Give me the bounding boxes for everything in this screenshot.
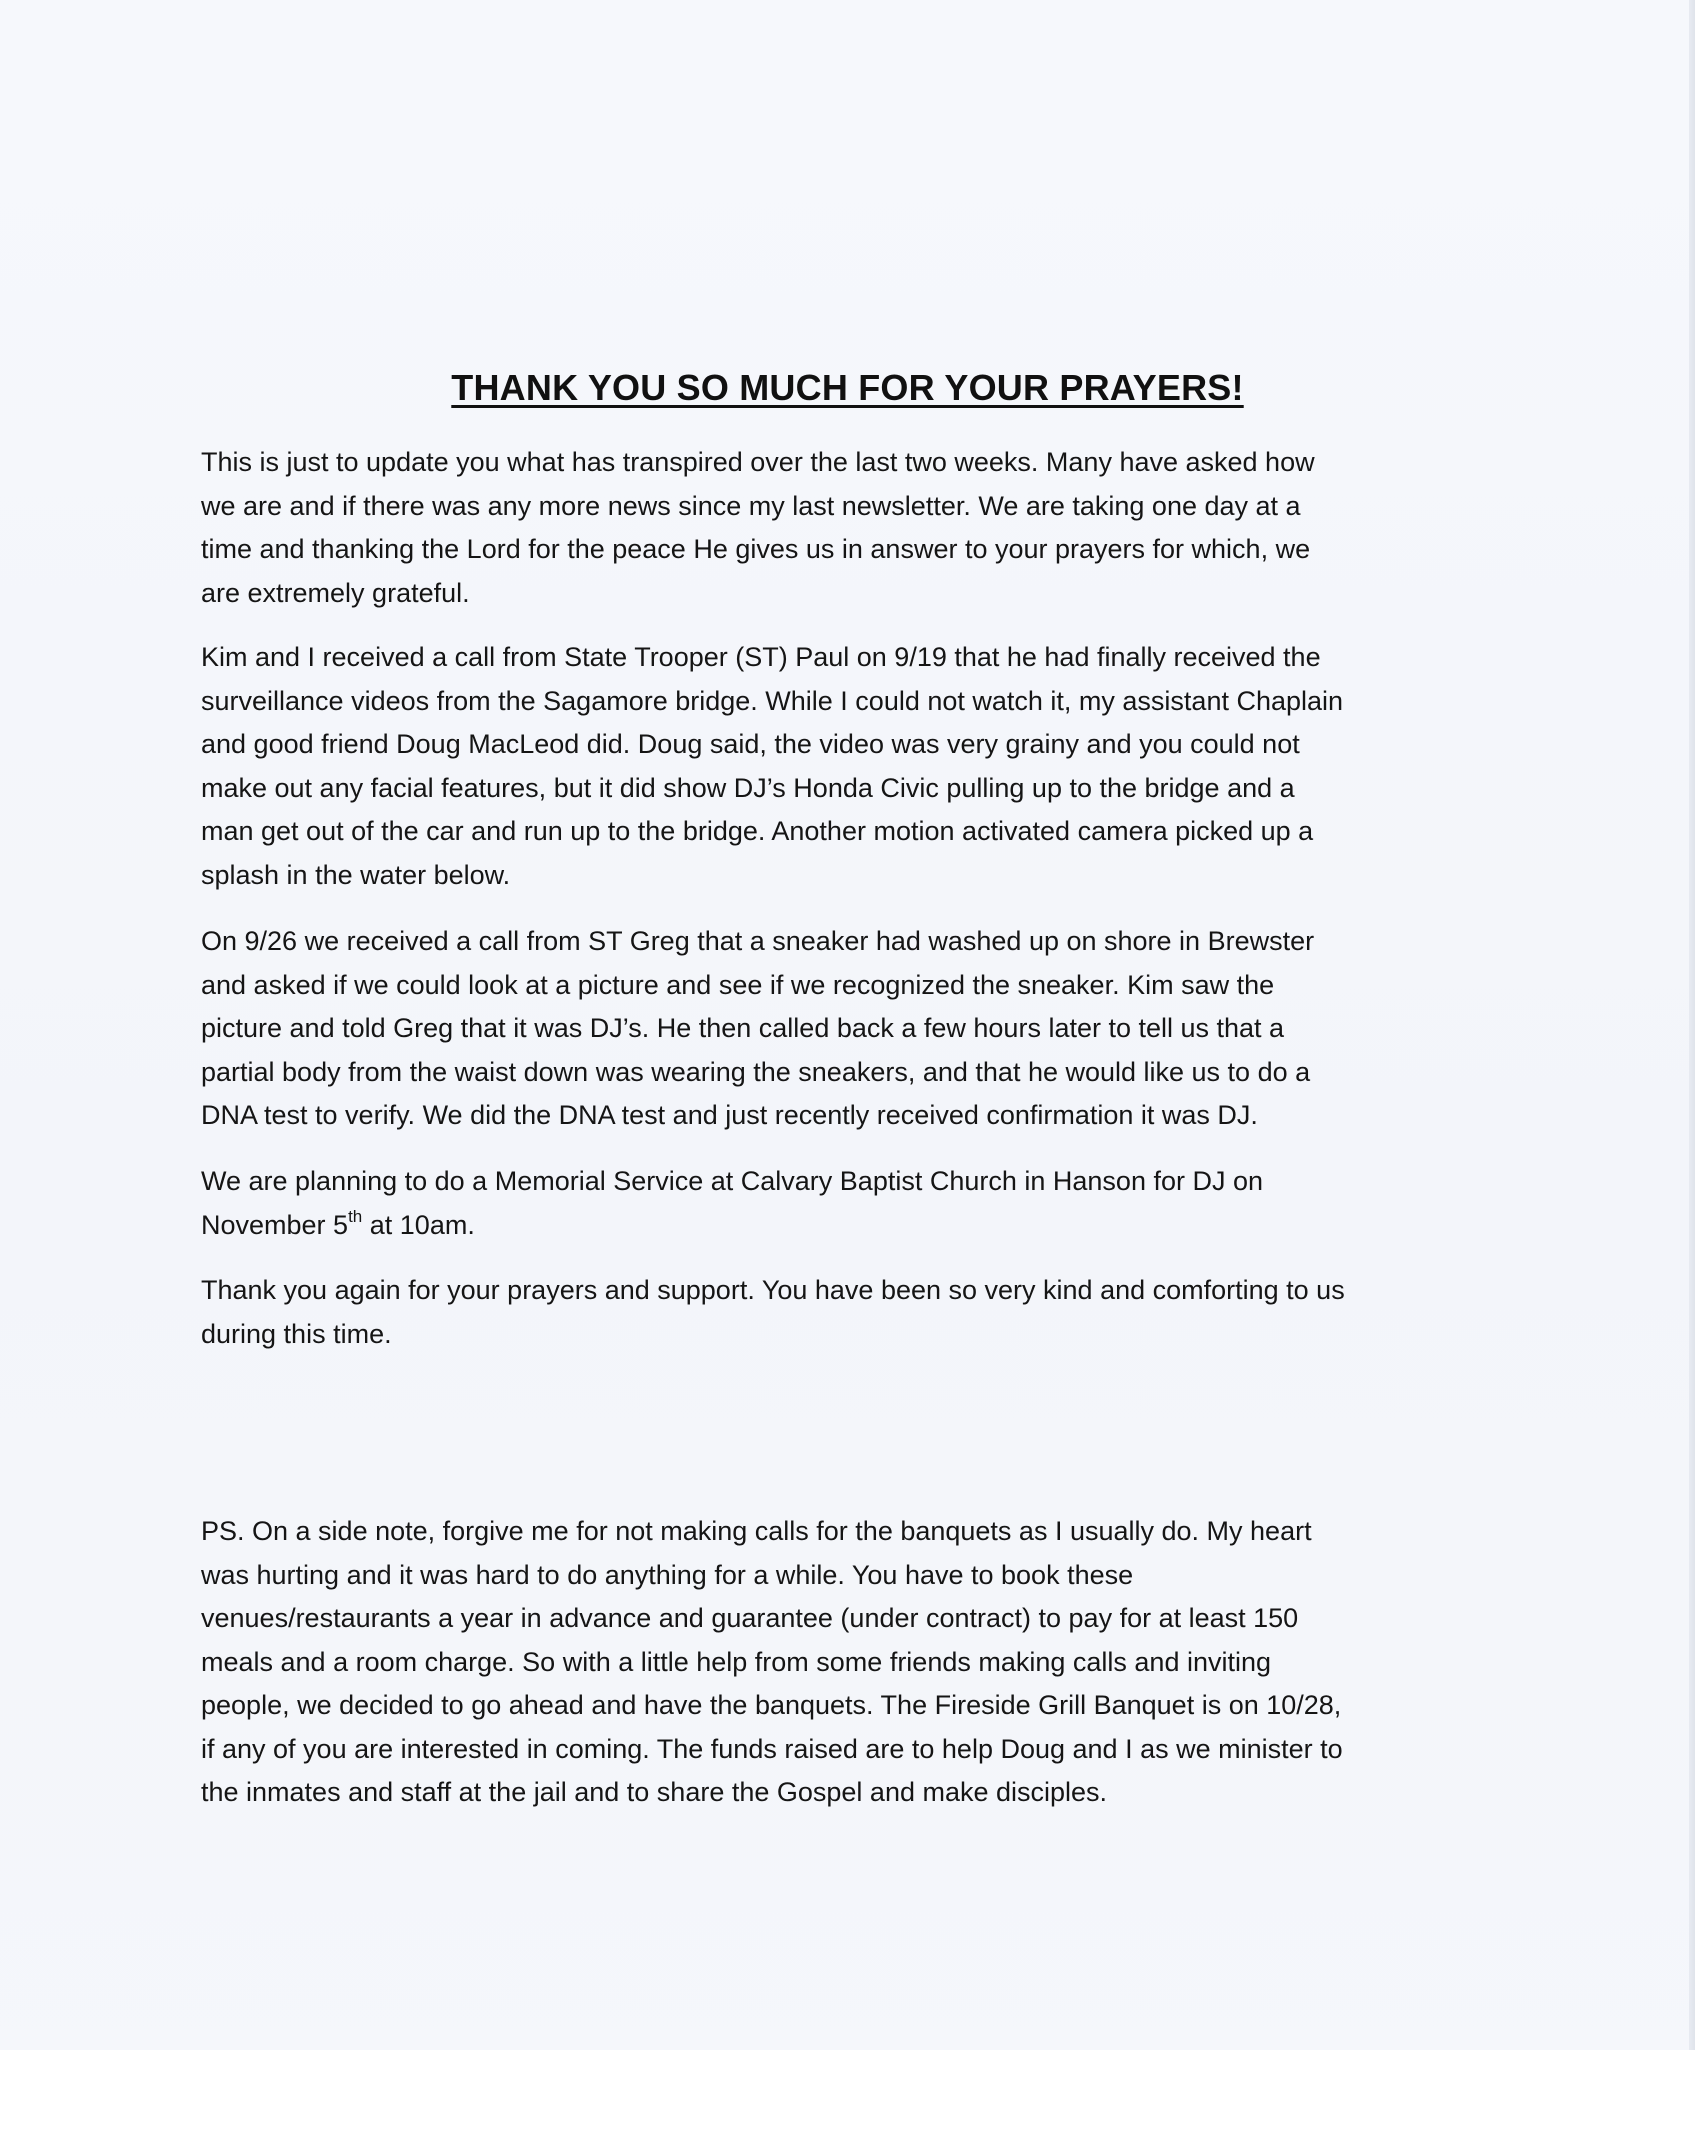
scan-edge-shadow [1689,0,1695,2151]
sneaker-paragraph: On 9/26 we received a call from ST Greg that a sneaker had washed up on shore in Brewster and asked if we could look at a picture and see if we recognized the sneaker. Kim saw the picture and told Greg that it was DJ’s. He then called back a few hours later to tell us that a partial body from the waist down was wearing the sneakers, and that he would like us to do a DNA test to verify. We did the DNA test and just recently received confirmation it was DJ. [201,926,1315,1130]
memorial-time: at 10am. [362,1209,475,1240]
memorial-paragraph [201,1160,1501,1247]
surveillance-paragraph: Kim and I received a call from State Trooper (ST) Paul on 9/19 that he had finally received the surveillance videos from the Sagamore bridge. While I could not watch it, my assistant Chaplain and good friend Doug MacLeod did. Doug said, the video was very grainy and you could not make out any facial features, but it did show DJ’s Honda Civic pulling up to the bridge and a man get out of the car and run up to the bridge. Another motion activated camera picked up a splash in the water below. [201,642,1344,890]
update-paragraph: This is just to update you what has transpired over the last two weeks. Many have asked how we are and if there was any more news since my last newsletter. We are taking one day at a time and thanking the Lord for the peace He gives us in answer to your prayers for which, we are extremely grateful. [201,447,1315,608]
memorial-date: November 5 [201,1209,349,1240]
memorial-line: We are planning to do a Memorial Service at Calvary Baptist Church in Hanson for DJ on [201,1166,1264,1196]
letter-title: THANK YOU SO MUCH FOR YOUR PRAYERS! [451,367,1244,408]
memorial-date-suffix: th [348,1206,363,1226]
closing-paragraph: Thank you again for your prayers and support. You have been so very kind and comforting to us during this time. [201,1275,1345,1349]
scan-bottom-margin [0,2050,1695,2151]
postscript-paragraph: PS. On a side note, forgive me for not making calls for the banquets as I usually do. My heart was hurting and it was hard to do anything for a while. You have to book these venues/restaurants a year in advance and guarantee (under contract) to pay for at least 150 meals and a room charge. So with a little help from some friends making calls and inviting people, we decided to go ahead and have the banquets. The Fireside Grill Banquet is on 10/28, if any of you are interested in coming. The funds raised are to help Doug and I as we minister to the inmates and staff at the jail and to share the Gospel and make disciples. [201,1516,1343,1807]
